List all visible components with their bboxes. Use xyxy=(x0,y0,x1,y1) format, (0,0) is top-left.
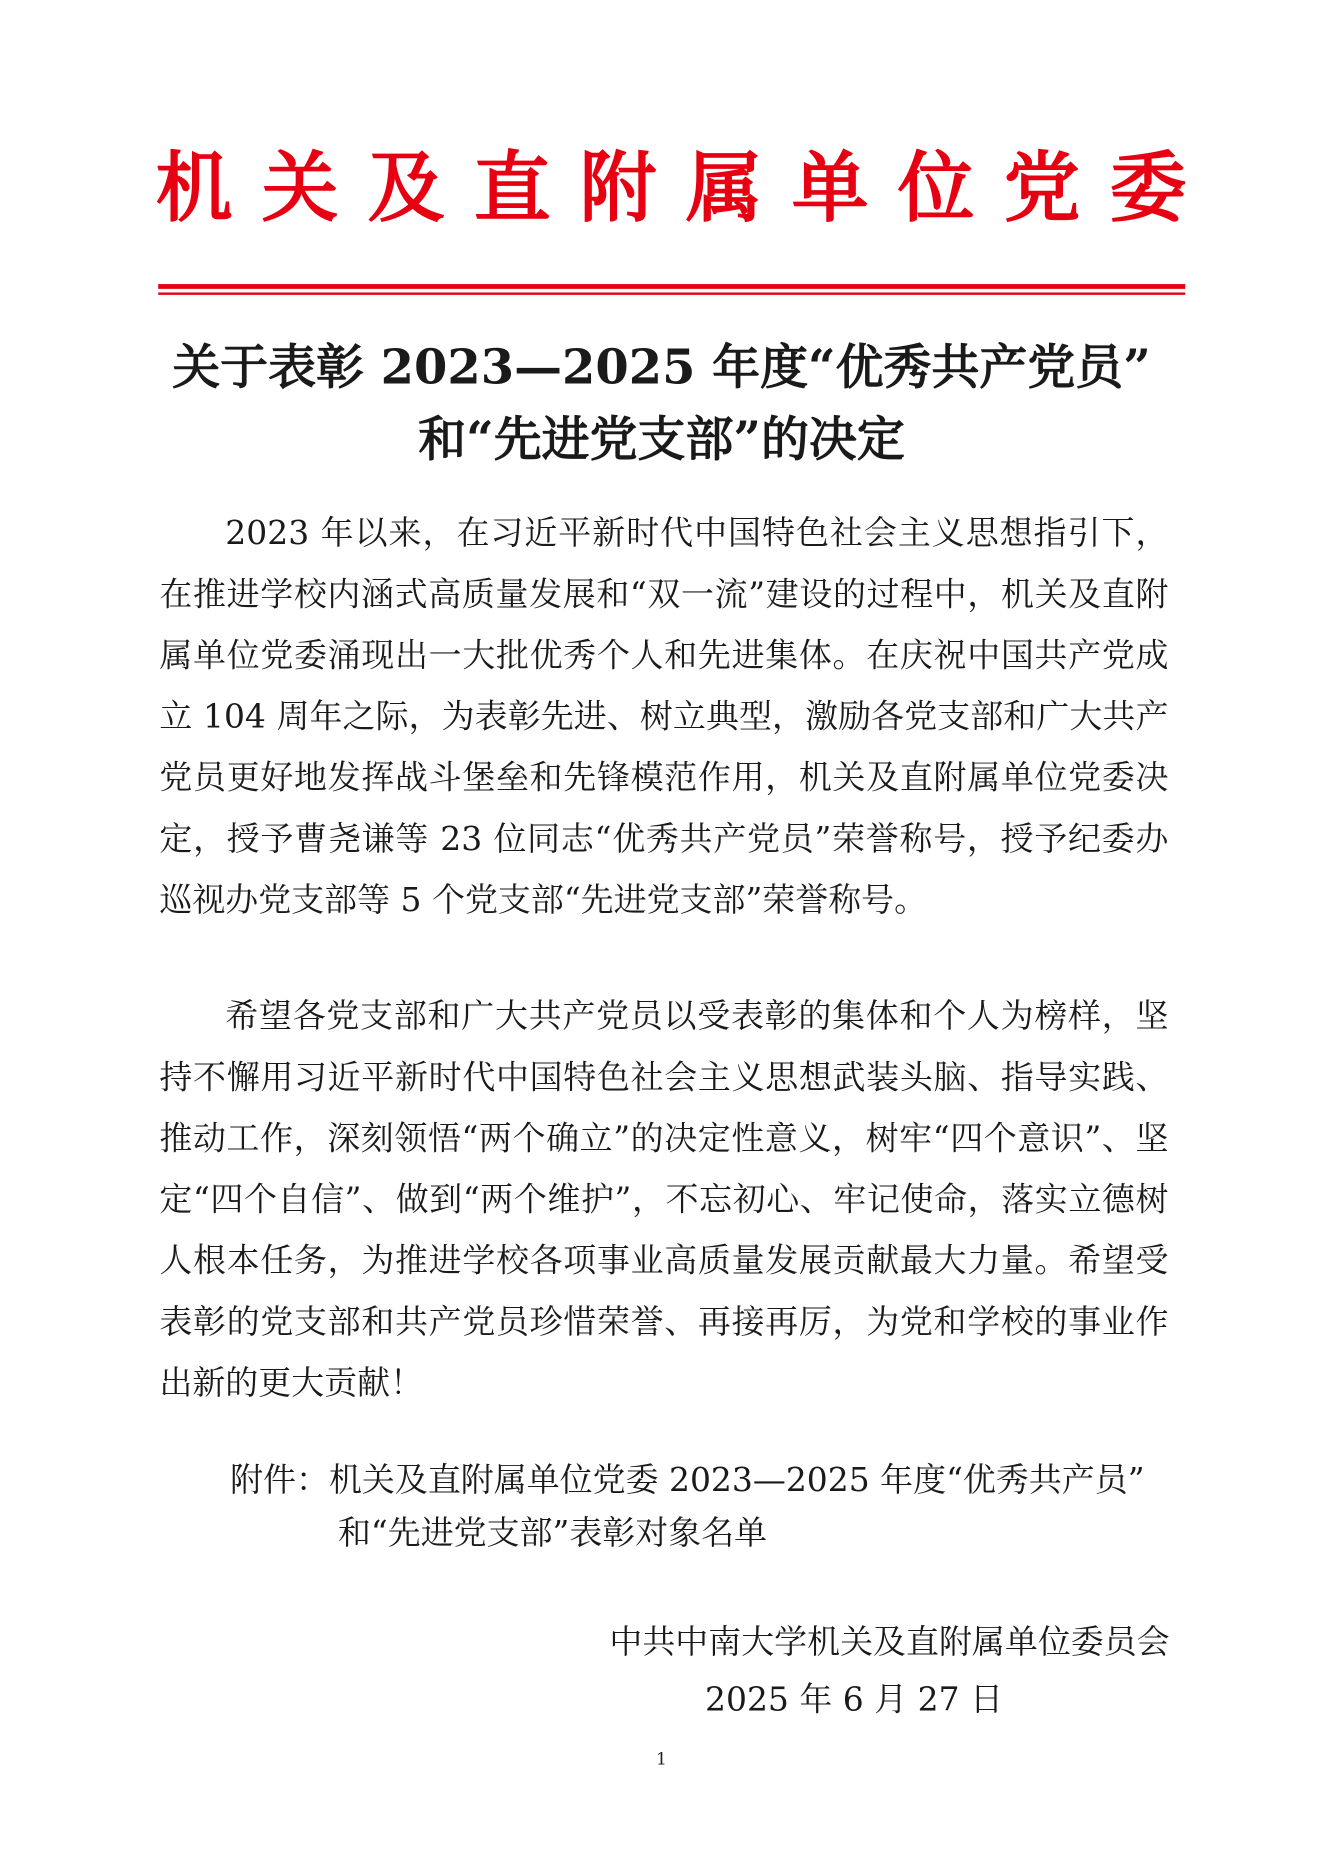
document-title-line-2: 和“先进党支部”的决定 xyxy=(418,411,905,468)
attachment-line-1: 附件：机关及直附属单位党委 2023—2025 年度“优秀共产员” xyxy=(230,1461,1145,1500)
letterhead-char: 位 xyxy=(897,143,975,234)
letterhead-rule-thick xyxy=(158,284,1185,289)
letterhead-char: 关 xyxy=(261,143,339,234)
letterhead-char: 直 xyxy=(473,143,551,234)
body-paragraph-2-text: 希望各党支部和广大共产党员以受表彰的集体和个人为榜样，坚持不懈用习近平新时代中国特色社会主义思想武装头脑、指导实践、推动工作，深刻领悟“两个确立”的决定性意义，树牢“四个意识”、坚定“四个自信”、做到“两个维护”，不忘初心、牢记使命，落实立德树人根本任务，为推进学校各项事业高质量发展贡献最大力量。希望受表彰的党支部和共产党员珍惜荣誉、再接再厉，为党和学校的事业作出新的更大贡献！ xyxy=(159,997,1169,1403)
signing-organization: 中共中南大学机关及直附属单位委员会 xyxy=(609,1622,1170,1662)
letterhead-char: 属 xyxy=(685,143,763,234)
letterhead-rule-thin xyxy=(158,292,1185,294)
letterhead xyxy=(156,141,1187,237)
letterhead-char: 附 xyxy=(579,143,657,234)
body-paragraph-2 xyxy=(159,986,1168,1414)
letterhead-char: 单 xyxy=(791,143,869,234)
body-paragraph-1 xyxy=(159,503,1168,931)
attachment-line-2: 和“先进党支部”表彰对象名单 xyxy=(337,1513,768,1553)
letterhead-char: 委 xyxy=(1109,143,1187,234)
document-title-line-1: 关于表彰 2023—2025 年度“优秀共产党员” xyxy=(172,339,1151,396)
letterhead-char: 及 xyxy=(367,143,445,234)
signing-date: 2025 年 6 月 27 日 xyxy=(705,1680,1004,1719)
body-paragraph-1-text: 2023 年以来，在习近平新时代中国特色社会主义思想指引下，在推进学校内涵式高质量发展和“双一流”建设的过程中，机关及直附属单位党委涌现出一大批优秀个人和先进集体。在庆祝中国共产党成立 104 周年之际，为表彰先进、树立典型，激励各党支部和广大共产党员更好地发挥战斗堡垒和先锋模范作用，机关及直附属单位党委决定，授予曹尧谦等 23 位同志“优秀共产党员”荣誉称号，授予纪委办巡视办党支部等 5 个党支部“先进党支部”荣誉称号。 xyxy=(159,514,1169,920)
page-number: 1 xyxy=(656,1749,667,1770)
letterhead-char: 机 xyxy=(155,143,233,234)
letterhead-char: 党 xyxy=(1003,143,1081,234)
